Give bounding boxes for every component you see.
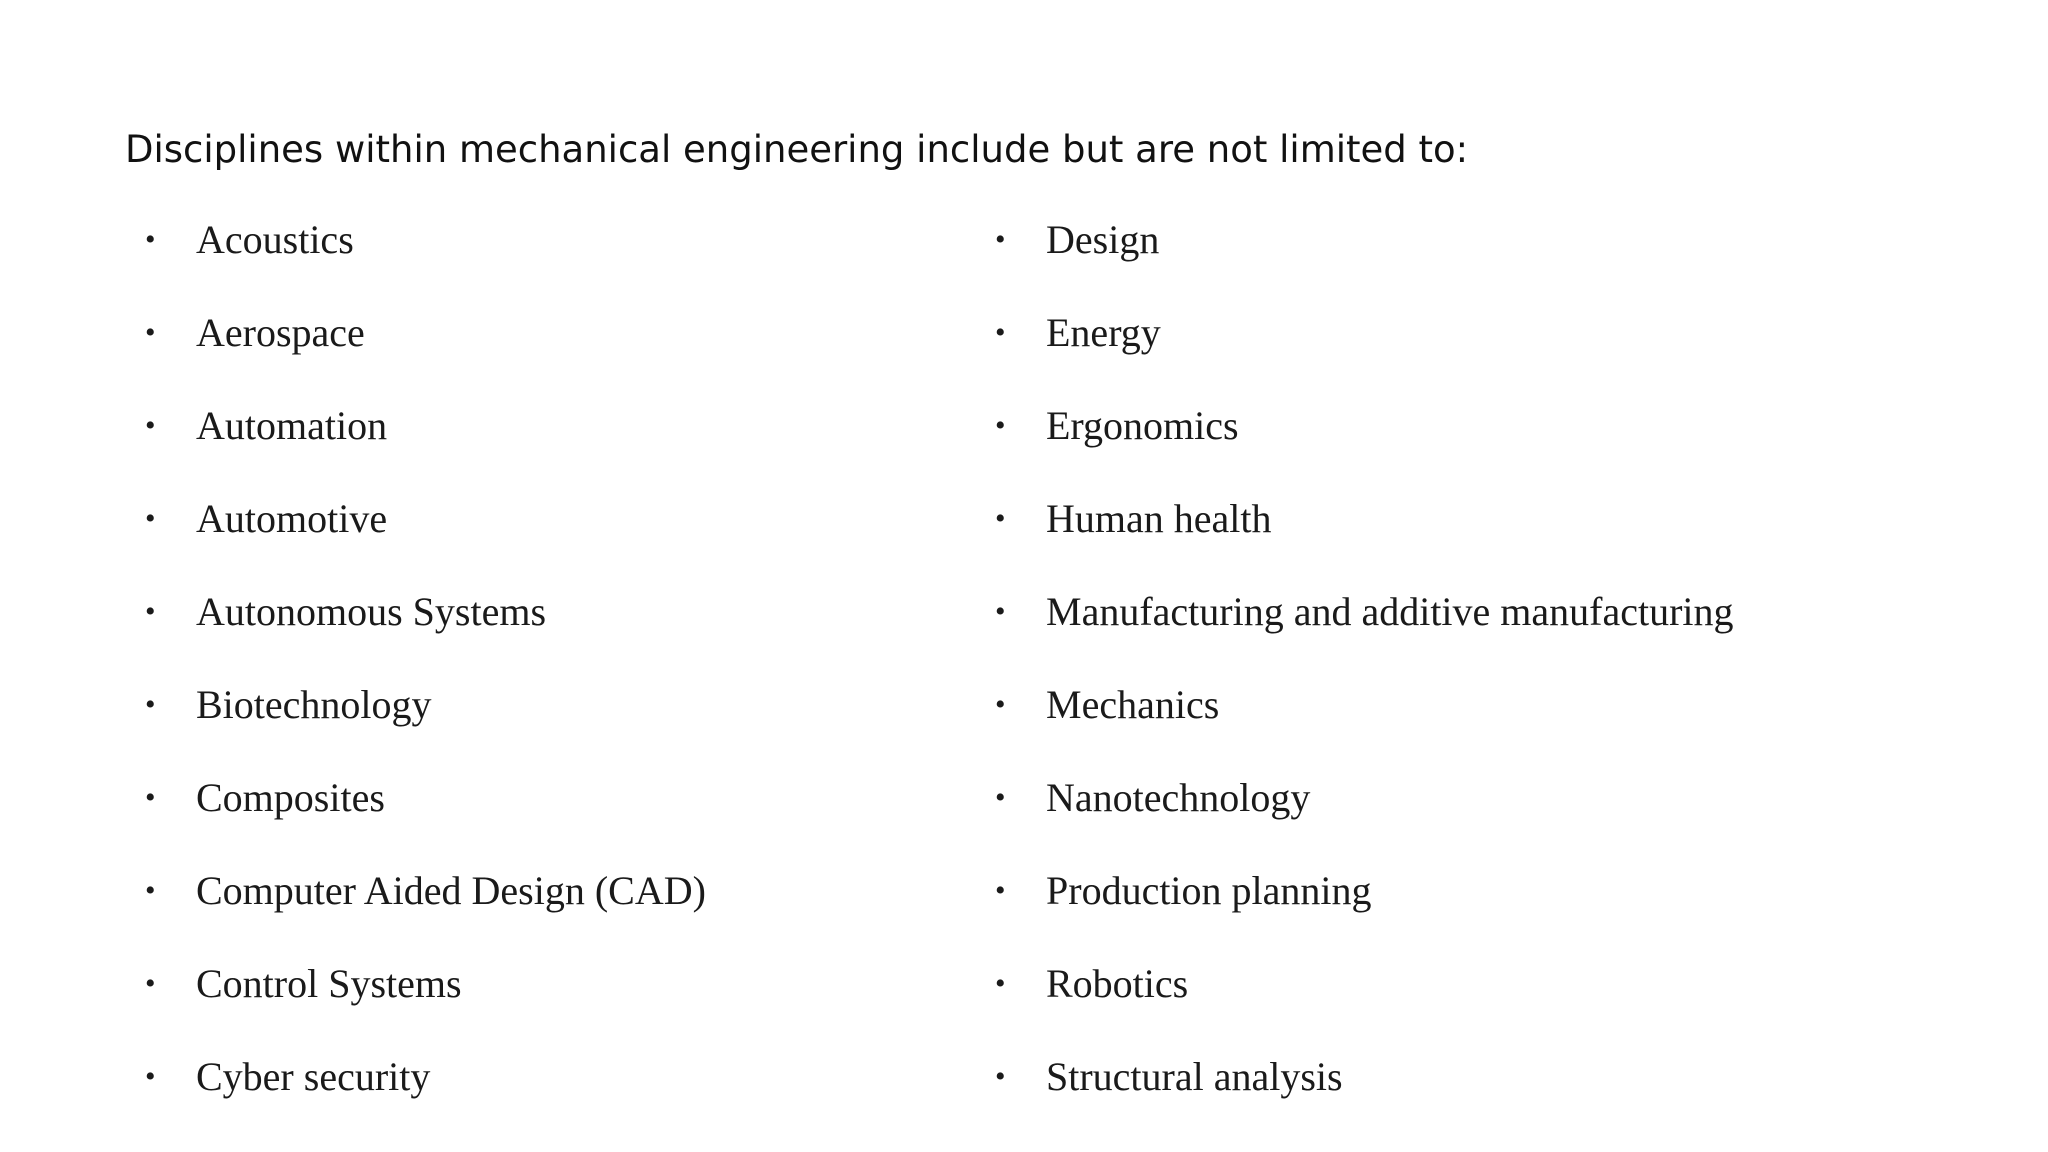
list-item: [145, 770, 706, 863]
discipline-label: Control Systems: [196, 961, 462, 1006]
bullet-icon: •: [145, 874, 156, 907]
discipline-label: Aerospace: [196, 310, 365, 355]
list-item: [995, 491, 1734, 584]
discipline-label: Design: [1046, 217, 1160, 262]
list-item: [995, 305, 1734, 398]
discipline-label: Composites: [196, 775, 385, 820]
list-item: [995, 956, 1734, 1049]
discipline-label: Computer Aided Design (CAD): [196, 868, 706, 913]
discipline-label: Nanotechnology: [1046, 775, 1311, 820]
bullet-icon: •: [995, 316, 1006, 349]
right-discipline-list: [995, 212, 1734, 1142]
list-item: [145, 398, 706, 491]
list-item: [145, 863, 706, 956]
list-item: [995, 677, 1734, 770]
discipline-label: Energy: [1046, 310, 1161, 355]
list-item: [995, 863, 1734, 956]
discipline-label: Structural analysis: [1046, 1054, 1343, 1099]
bullet-icon: •: [145, 688, 156, 721]
bullet-icon: •: [995, 1060, 1006, 1093]
list-item: [145, 584, 706, 677]
slide-heading: Disciplines within mechanical engineering include but are not limited to:: [125, 128, 1469, 171]
bullet-icon: •: [995, 409, 1006, 442]
discipline-label: Biotechnology: [196, 682, 432, 727]
list-item: [995, 398, 1734, 491]
left-discipline-list: [145, 212, 706, 1142]
discipline-label: Automotive: [196, 496, 388, 541]
bullet-icon: •: [145, 967, 156, 1000]
bullet-icon: •: [995, 874, 1006, 907]
list-item: [145, 1049, 706, 1142]
list-item: [145, 956, 706, 1049]
discipline-label: Acoustics: [196, 217, 354, 262]
list-item: [145, 491, 706, 584]
bullet-icon: •: [995, 502, 1006, 535]
discipline-label: Cyber security: [196, 1054, 431, 1099]
list-item: [145, 677, 706, 770]
discipline-label: Ergonomics: [1046, 403, 1239, 448]
discipline-label: Human health: [1046, 496, 1272, 541]
bullet-icon: •: [145, 595, 156, 628]
bullet-icon: •: [145, 502, 156, 535]
list-item: [995, 770, 1734, 863]
list-item: [995, 212, 1734, 305]
list-item: [145, 305, 706, 398]
bullet-icon: •: [995, 595, 1006, 628]
bullet-icon: •: [145, 781, 156, 814]
list-item: [995, 584, 1734, 677]
discipline-label: Manufacturing and additive manufacturing: [1046, 589, 1734, 634]
bullet-icon: •: [145, 1060, 156, 1093]
bullet-icon: •: [145, 316, 156, 349]
bullet-icon: •: [995, 967, 1006, 1000]
bullet-icon: •: [995, 781, 1006, 814]
bullet-icon: •: [145, 223, 156, 256]
discipline-label: Robotics: [1046, 961, 1189, 1006]
discipline-label: Autonomous Systems: [196, 589, 547, 634]
discipline-label: Automation: [196, 403, 388, 448]
bullet-icon: •: [145, 409, 156, 442]
bullet-icon: •: [995, 223, 1006, 256]
list-item: [995, 1049, 1734, 1142]
list-item: [145, 212, 706, 305]
bullet-icon: •: [995, 688, 1006, 721]
discipline-label: Production planning: [1046, 868, 1372, 913]
discipline-label: Mechanics: [1046, 682, 1220, 727]
